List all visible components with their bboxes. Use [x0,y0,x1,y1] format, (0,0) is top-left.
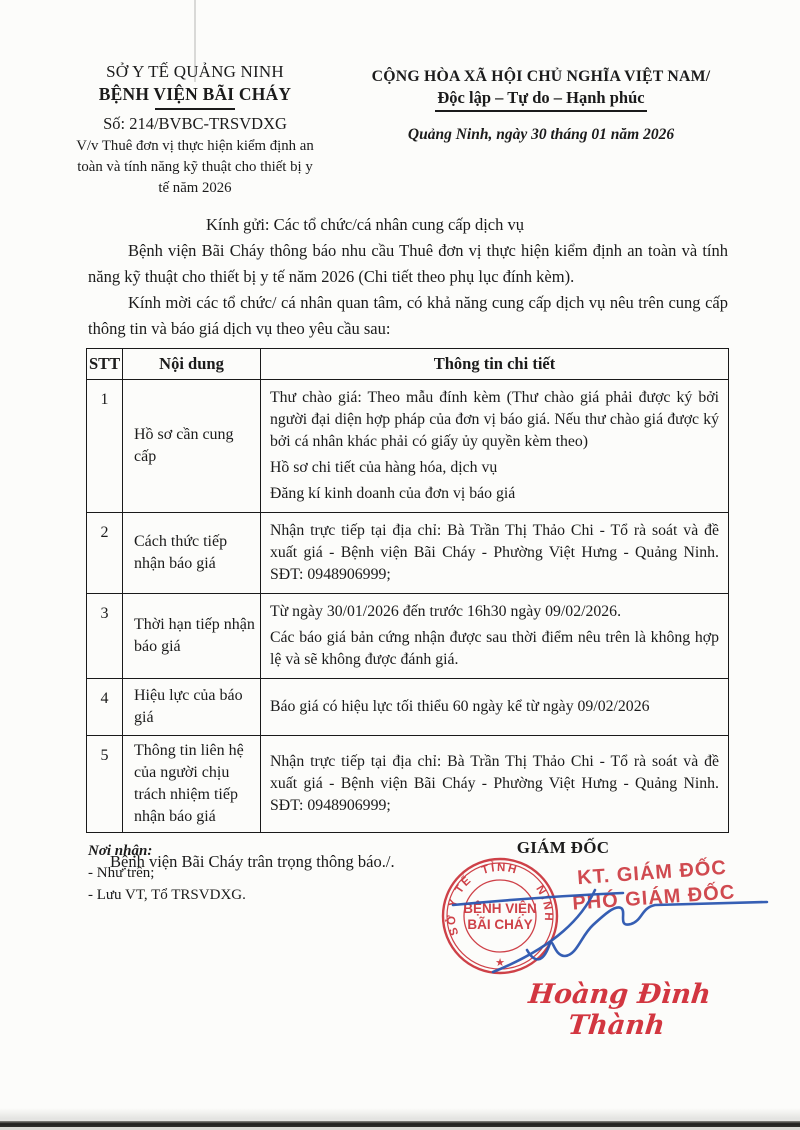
issuer-parent-agency: SỞ Y TẾ QUẢNG NINH [106,62,284,81]
recipient-item: - Như trên; [88,865,155,881]
row-number: 1 [87,380,123,513]
table-row [87,679,729,736]
stamp-line-1: KT. GIÁM ĐỐC [576,856,728,890]
closing-line: Bệnh viện Bãi Cháy trân trọng thông báo./. [110,852,395,871]
detail-paragraph: Các báo giá bản cứng nhận được sau thời điểm nêu trên là không hợp lệ và sẽ không được đánh giá. [270,629,719,668]
row-label: Cách thức tiếp nhận báo giá [123,513,261,594]
seal-center-line1: BỆNH VIỆN [463,901,537,916]
national-header-block [358,68,724,144]
row-detail [261,594,729,679]
handwritten-signature [445,878,775,978]
org-underline-rule [155,108,235,110]
table-row [87,736,729,833]
row-number: 3 [87,594,123,679]
row-number: 5 [87,736,123,833]
stamp-line-2: PHÓ GIÁM ĐỐC [571,881,736,915]
row-number: 2 [87,513,123,594]
seal-ring-right-text: NINH [533,883,555,923]
row-label: Hiệu lực của báo giá [123,679,261,736]
row-label: Thời hạn tiếp nhận báo giá [123,594,261,679]
svg-text:TỈNH [480,861,519,877]
detail-paragraph: Thư chào giá: Theo mẫu đính kèm (Thư chào giá phải được ký bởi người đại diện hợp pháp của đơn vị báo giá. Nếu thư chào giá được ký bởi cá nhân khác phải có giấy ủy quyền kèm theo) [270,389,719,450]
table-header-row [87,349,729,380]
seal-ring-left-text: SỞ Y TẾ [445,873,475,937]
seal-center-line2: BÃI CHÁY [467,917,533,932]
salutation-line: Kính gửi: Các tổ chức/cá nhân cung cấp dịch vụ [206,215,524,234]
detail-paragraph: Nhận trực tiếp tại địa chỉ: Bà Trần Thị Thảo Chi - Tổ rà soát và đề xuất giá - Bệnh viện Bãi Cháy - Phường Việt Hưng - Quảng Ninh. SĐT: 0948906999; [270,753,719,814]
issuer-org-name: BỆNH VIỆN BÃI CHÁY [98,84,292,104]
row-number: 4 [87,679,123,736]
table-row [87,594,729,679]
national-motto-line1: CỘNG HÒA XÃ HỘI CHỦ NGHĨA VIỆT NAM/ [371,68,711,85]
seal-ring-top-text: TỈNH [480,861,520,878]
detail-paragraph: Báo giá có hiệu lực tối thiểu 60 ngày kể từ ngày 09/02/2026 [270,698,650,715]
body-paragraph-1: Bệnh viện Bãi Cháy thông báo nhu cầu Thuê đơn vị thực hiện kiểm định an toàn và tính năng kỹ thuật cho thiết bị y tế năm 2026 (Chi tiết theo phụ lục đính kèm). [88,241,728,286]
signer-name: Hoàng Đình Thành [526,979,713,1041]
row-label: Hồ sơ cần cung cấp [123,380,261,513]
signer-title: GIÁM ĐỐC [516,838,610,857]
recipients-title: Nơi nhận: [88,843,153,859]
document-body [88,212,728,878]
document-number: Số: 214/BVBC-TRSVDXG [103,114,287,133]
scan-smudge-artifact [0,1108,800,1121]
row-label: Thông tin liên hệ của người chịu trách nhiệm tiếp nhận báo giá [123,736,261,833]
column-header-stt: STT [87,349,123,380]
column-header-chitiet: Thông tin chi tiết [261,349,729,380]
row-detail [261,736,729,833]
seal-star-icon: ★ [495,957,505,969]
recipient-item: - Lưu VT, Tổ TRSVDXG. [88,887,246,903]
row-detail [261,513,729,594]
table-row [87,513,729,594]
quotation-requirements-table [86,348,729,833]
detail-paragraph: Từ ngày 30/01/2026 đến trước 16h30 ngày 09/02/2026. [270,603,622,620]
column-header-noidung: Nội dung [123,349,261,380]
detail-paragraph: Hồ sơ chi tiết của hàng hóa, dịch vụ [270,459,498,476]
row-detail [261,380,729,513]
national-motto-line2: Độc lập – Tự do – Hạnh phúc [435,88,646,112]
row-detail [261,679,729,736]
detail-paragraph: Nhận trực tiếp tại địa chỉ: Bà Trần Thị Thảo Chi - Tổ rà soát và đề xuất giá - Bệnh viện Bãi Cháy - Phường Việt Hưng - Quảng Ninh. SĐT: 0948906999; [270,522,719,583]
place-date-line: Quảng Ninh, ngày 30 tháng 01 năm 2026 [407,126,675,143]
document-subject: V/v Thuê đơn vị thực hiện kiểm định an toàn và tính năng kỹ thuật cho thiết bị y tế năm 2026 [76,138,314,196]
issuer-header-block [72,62,318,199]
recipients-block [88,840,246,906]
body-paragraph-2: Kính mời các tổ chức/ cá nhân quan tâm, có khả năng cung cấp dịch vụ nêu trên cung cấp thông tin và báo giá dịch vụ theo yêu cầu sau: [88,293,728,338]
table-row [87,380,729,513]
detail-paragraph: Đăng kí kinh doanh của đơn vị báo giá [270,485,516,502]
